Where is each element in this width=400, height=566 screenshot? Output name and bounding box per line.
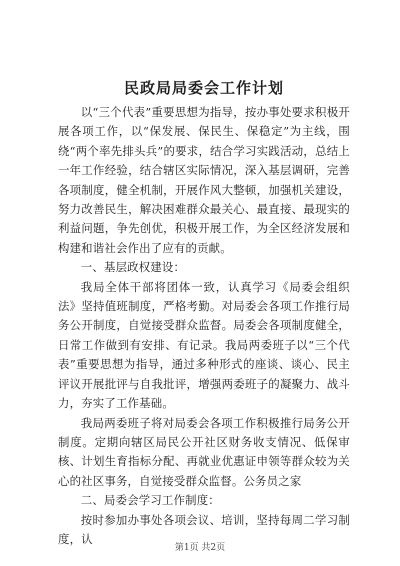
section-heading-2: 二、局委会学习工作制度： (80, 493, 220, 508)
body-paragraph: 我局全体干部将团体一致，认真学习《局委会组织法》坚持值班制度，严格考勤。对局委会各项工作推行局务公开制度，自觉接受群众监督。局委会各项制度健全，日常工作做到有安排、有记录。我局两委班子以“三个代表”重要思想为指导，通过多种形式的座谈、谈心、民主评议开展批评与自我批评，增强两委班子的凝聚力、战斗力，夯实了工作基础。 (58, 279, 350, 411)
body-paragraph: 按时参加办事处各项会议、培训，坚持每周二学习制度，认 (58, 512, 350, 546)
page-number: 第1页 共2页 (174, 543, 226, 553)
body-paragraph: 我局两委班子将对局委会各项工作积极推行局务公开制度。定期向辖区局民公开社区财务收支情况、低保审核、计划生育指标分配、再就业优惠证申领等群众较为关心的社区事务，自觉接受群众监督。公务员之家 (58, 415, 350, 488)
section-heading-1: 一、基层政权建设： (80, 260, 186, 275)
document-title: 民政局局委会工作计划 (123, 79, 284, 97)
document-body (58, 103, 350, 549)
intro-paragraph: 以“三个代表”重要思想为指导，按办事处要求积极开展各项工作，以“保发展、保民生、保稳定”为主线，围绕“两个率先排头兵”的要求，结合学习实践活动，总结上一年工作经验，结合辖区实际情况，深入基层调研，完善各项制度，健全机制，开展作风大整顿，加强机关建设，努力改善民生，解决困难群众最关心、最直接、最现实的利益问题，争先创优，积极开展工作，为全区经济发展和构建和谐社会作出了应有的贡献。 (58, 105, 350, 255)
